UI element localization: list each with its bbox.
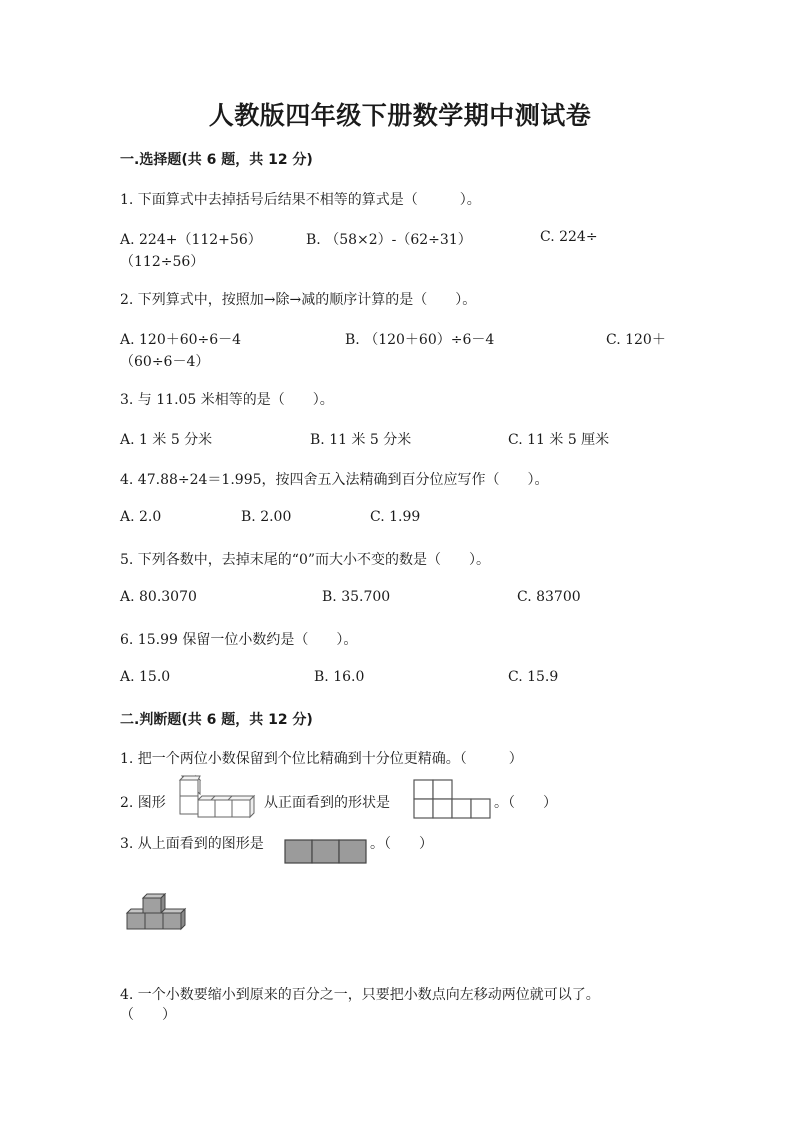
judgement-1: 1. 把一个两位小数保留到个位比精确到十分位更精确。（ ）: [120, 751, 523, 767]
question-3-option-a: A. 1 米 5 分米: [120, 432, 213, 448]
question-6-stem: 6. 15.99 保留一位小数约是（ ）。: [120, 632, 358, 648]
gray-cube-figure: [125, 893, 189, 931]
question-1-option-c-continuation: （112÷56）: [120, 254, 205, 270]
question-4-stem: 4. 47.88÷24＝1.995，按四舍五入法精确到百分位应写作（ ）。: [120, 472, 549, 488]
section-heading-judgement: 二.判断题(共 6 题，共 12 分): [120, 712, 313, 728]
question-1-option-c: C. 224÷: [540, 229, 598, 245]
question-2-option-a: A. 120＋60÷6－4: [120, 332, 242, 348]
question-5-stem: 5. 下列各数中，去掉末尾的“0”而大小不变的数是（ ）。: [120, 552, 491, 568]
question-3-option-b: B. 11 米 5 分米: [310, 432, 412, 448]
top-view-figure: [284, 839, 368, 865]
question-5-option-b: B. 35.700: [322, 589, 391, 605]
judgement-2-prefix: 2. 图形: [120, 795, 166, 811]
question-2-option-c-continuation: （60÷6－4）: [120, 354, 210, 370]
question-6-option-a: A. 15.0: [120, 669, 171, 685]
question-1-option-b: B. （58×2）-（62÷31）: [306, 232, 472, 248]
judgement-2-middle: 从正面看到的形状是: [264, 795, 390, 811]
front-view-figure: [412, 778, 492, 820]
question-4-option-b: B. 2.00: [241, 509, 292, 525]
question-4-option-c: C. 1.99: [370, 509, 421, 525]
judgement-2-suffix: 。（ ）: [494, 795, 557, 811]
page-title: 人教版四年级下册数学期中测试卷: [208, 101, 592, 130]
question-2-option-b: B. （120＋60）÷6－4: [345, 332, 495, 348]
section-heading-choice: 一.选择题(共 6 题，共 12 分): [120, 152, 313, 168]
judgement-4-line2: （ ）: [120, 1007, 176, 1023]
question-2-option-c: C. 120＋: [606, 332, 666, 348]
judgement-4-line1: 4. 一个小数要缩小到原来的百分之一，只要把小数点向左移动两位就可以了。: [120, 987, 600, 1003]
judgement-3-suffix: 。（ ）: [370, 836, 433, 852]
question-6-option-b: B. 16.0: [314, 669, 365, 685]
question-3-stem: 3. 与 11.05 米相等的是（ ）。: [120, 392, 334, 408]
question-2-stem: 2. 下列算式中，按照加→除→减的顺序计算的是（ ）。: [120, 292, 477, 308]
cube-stack-figure: [176, 774, 260, 820]
question-6-option-c: C. 15.9: [508, 669, 559, 685]
question-3-option-c: C. 11 米 5 厘米: [508, 432, 610, 448]
question-4-option-a: A. 2.0: [120, 509, 162, 525]
judgement-3-prefix: 3. 从上面看到的图形是: [120, 836, 264, 852]
question-1-stem: 1. 下面算式中去掉括号后结果不相等的算式是（ ）。: [120, 192, 481, 208]
question-5-option-a: A. 80.3070: [120, 589, 197, 605]
question-5-option-c: C. 83700: [517, 589, 581, 605]
question-1-option-a: A. 224+（112+56）: [120, 232, 262, 248]
